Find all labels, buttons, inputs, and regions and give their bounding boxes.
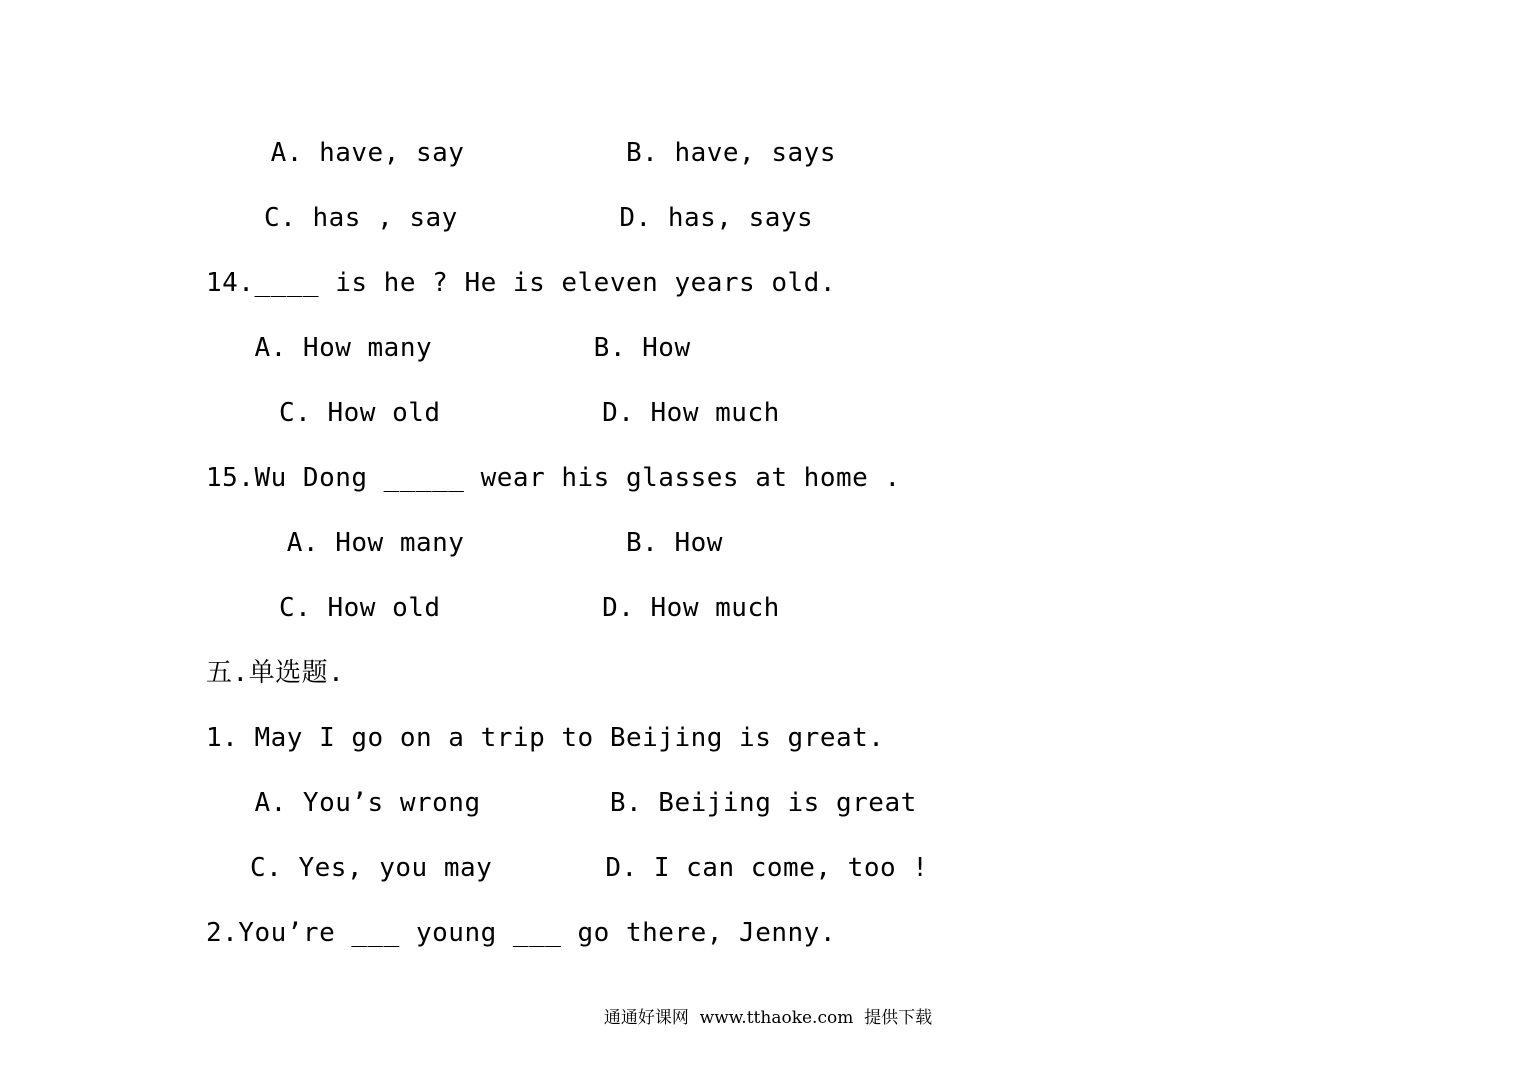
s5-q1-question: 1. May I go on a trip to Beijing is great. <box>206 723 885 753</box>
s5-q1-options-ab: A. You’s wrong B. Beijing is great <box>206 788 917 818</box>
q15-options-ab: A. How many B. How <box>206 528 723 558</box>
q15-question: 15.Wu Dong _____ wear his glasses at home . <box>206 463 901 493</box>
q14-options-cd: C. How old D. How much <box>279 398 780 428</box>
q13-options-ab: A. have, say B. have, says <box>206 138 836 168</box>
s5-q2-question: 2.You’re ___ young ___ go there, Jenny. <box>206 918 836 948</box>
q13-options-cd: C. has , say D. has, says <box>264 203 814 233</box>
footer-download-note: 通通好课网 www.tthaoke.com 提供下载 <box>603 1008 933 1028</box>
s5-q1-options-cd: C. Yes, you may D. I can come, too ! <box>250 853 929 883</box>
q15-options-cd: C. How old D. How much <box>279 593 780 623</box>
q14-question: 14.____ is he ? He is eleven years old. <box>206 268 836 298</box>
q14-options-ab: A. How many B. How <box>206 333 691 363</box>
section-heading: 五.单选题. <box>206 658 345 688</box>
